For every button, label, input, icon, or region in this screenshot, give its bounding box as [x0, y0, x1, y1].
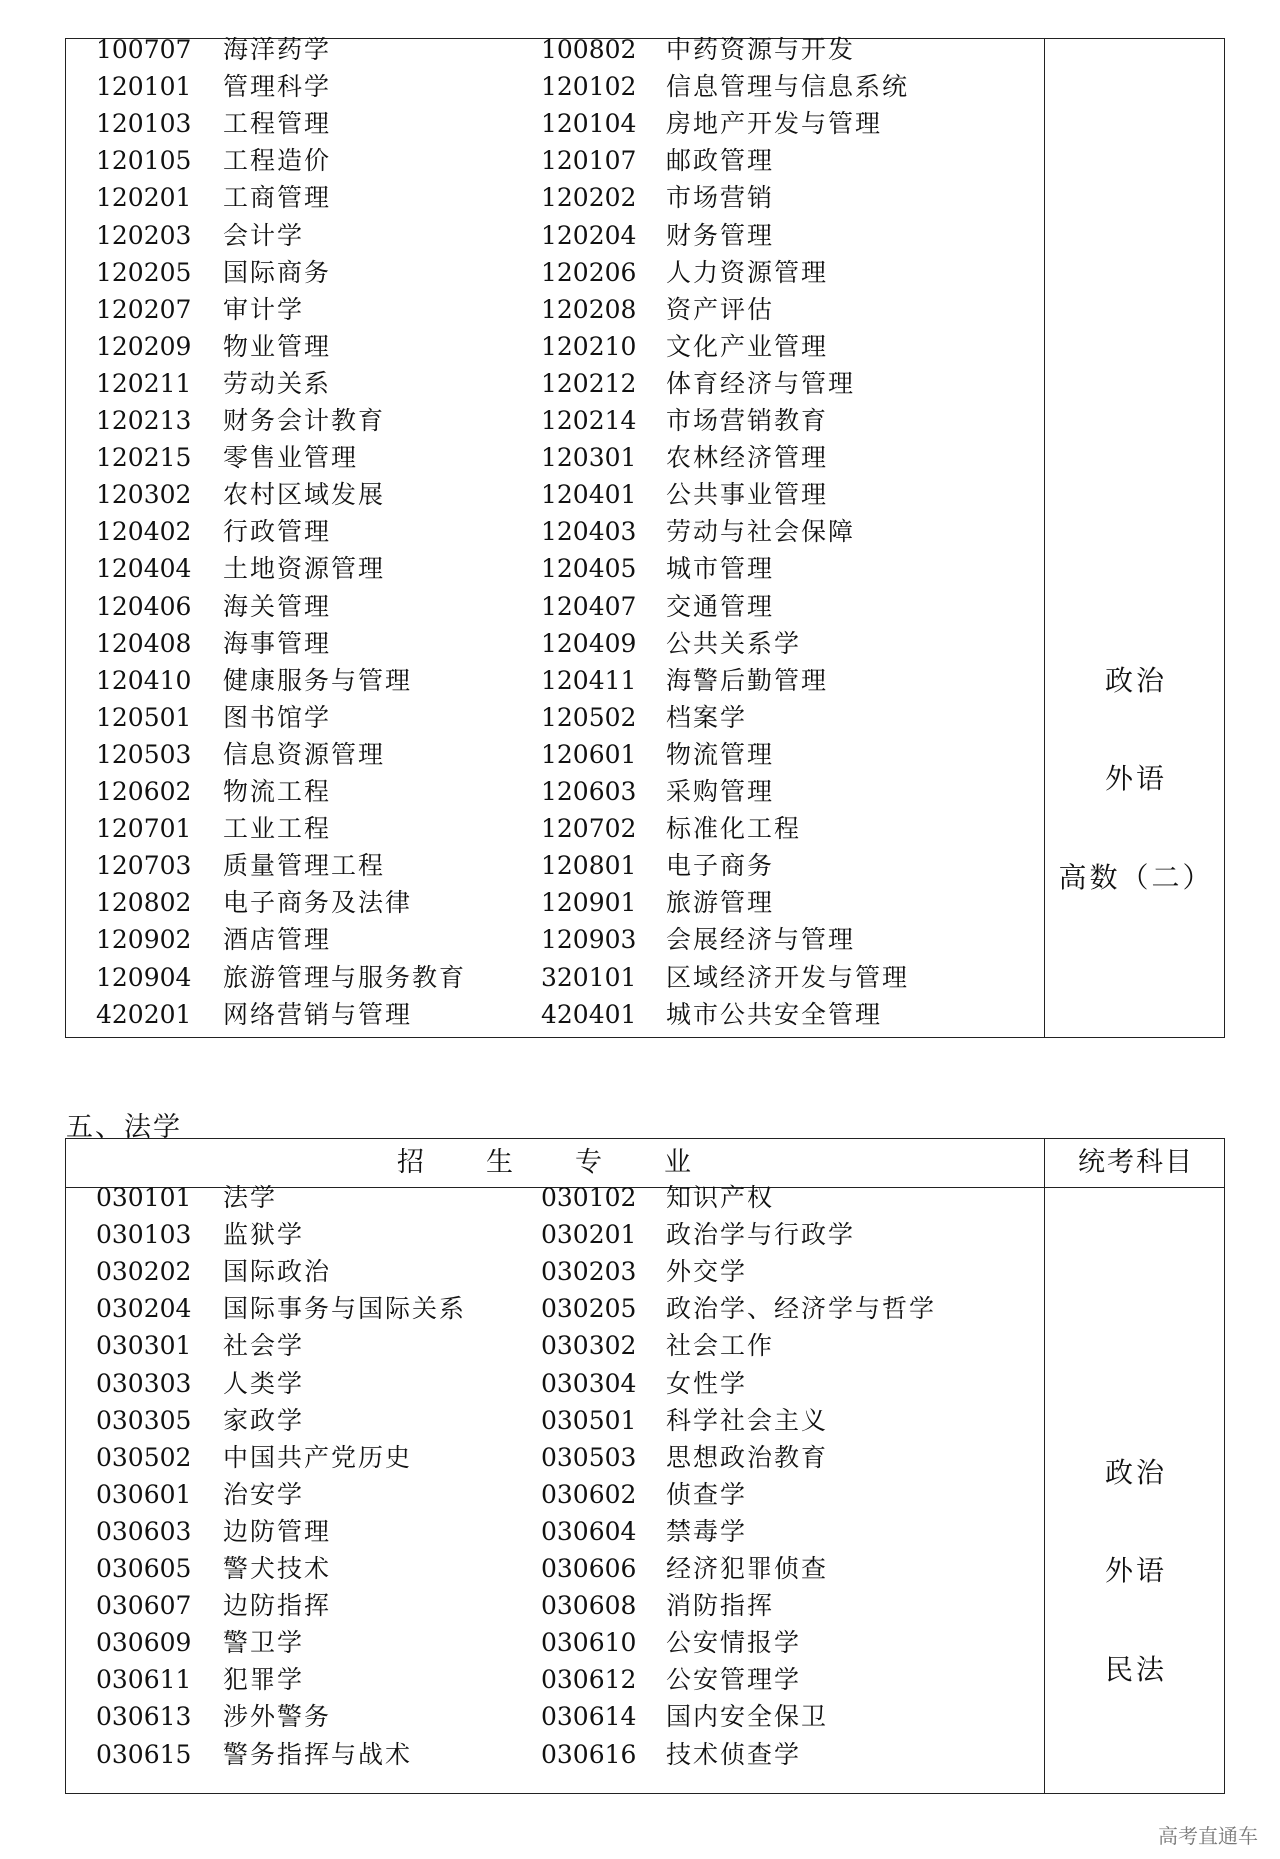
table-row	[66, 476, 1044, 513]
exam-subject: 政治	[1104, 1456, 1167, 1489]
major-name: 交通管理	[666, 591, 775, 621]
major-name: 外交学	[666, 1257, 748, 1287]
table-row	[66, 588, 1044, 625]
major-name: 国际商务	[223, 257, 332, 287]
major-name: 物业管理	[223, 331, 332, 361]
major-code: 320101	[541, 962, 637, 992]
table-row	[66, 699, 1044, 736]
major-code: 120904	[96, 962, 192, 992]
major-name: 涉外警务	[223, 1702, 332, 1732]
major-code: 120403	[541, 517, 637, 547]
major-code: 120409	[541, 628, 637, 658]
table-row	[66, 662, 1044, 699]
header-major: 招生专业	[397, 1147, 753, 1178]
table-row	[66, 1402, 1044, 1439]
table-row	[66, 884, 1044, 921]
major-code: 420201	[96, 999, 192, 1029]
major-name: 文化产业管理	[666, 331, 829, 361]
major-code: 120202	[541, 183, 637, 213]
major-name: 信息管理与信息系统	[666, 72, 910, 102]
major-code: 120501	[96, 702, 192, 732]
major-code: 120107	[541, 146, 637, 176]
major-name: 会展经济与管理	[666, 925, 856, 955]
major-name: 酒店管理	[223, 925, 332, 955]
major-name: 警务指挥与战术	[223, 1739, 413, 1769]
major-name: 财务会计教育	[223, 406, 386, 435]
table-row	[66, 439, 1044, 476]
table-row	[66, 1661, 1044, 1698]
major-name: 劳动与社会保障	[666, 517, 856, 547]
major-name: 农林经济管理	[666, 443, 829, 473]
table-row	[66, 68, 1044, 105]
table-row	[66, 402, 1044, 439]
major-name: 行政管理	[223, 517, 332, 547]
major-code: 030501	[541, 1405, 637, 1435]
table-row	[66, 1365, 1044, 1402]
major-name: 监狱学	[223, 1220, 305, 1250]
major-name: 质量管理工程	[223, 851, 386, 881]
table-row	[66, 31, 1044, 68]
exam-subject: 外语	[1104, 762, 1167, 795]
major-name: 工程管理	[223, 109, 332, 139]
table-row	[66, 1476, 1044, 1513]
major-code: 030606	[541, 1554, 637, 1583]
major-name: 市场营销	[666, 183, 775, 213]
major-code: 030302	[541, 1331, 637, 1361]
major-name: 采购管理	[666, 777, 775, 806]
major-code: 120207	[96, 294, 192, 324]
table-row	[66, 328, 1044, 365]
major-name: 社会工作	[666, 1331, 775, 1361]
major-code: 120406	[96, 591, 192, 621]
table-row	[66, 921, 1044, 958]
major-code: 120701	[96, 814, 192, 844]
exam-subject: 政治	[1104, 664, 1167, 697]
table-row	[66, 179, 1044, 216]
table-law	[65, 1138, 1225, 1794]
major-code: 030608	[541, 1591, 637, 1621]
major-code: 120410	[96, 665, 192, 695]
major-code: 120702	[541, 814, 637, 844]
table-row	[66, 1253, 1044, 1290]
table-row	[66, 1736, 1044, 1773]
major-code: 120105	[96, 146, 192, 176]
table-row	[66, 1216, 1044, 1253]
major-name: 城市管理	[666, 554, 775, 584]
major-code: 030103	[96, 1220, 192, 1250]
major-name: 物流工程	[223, 777, 332, 806]
major-name: 网络营销与管理	[223, 999, 413, 1029]
major-code: 120411	[541, 665, 637, 695]
major-code: 120802	[96, 888, 192, 918]
major-name: 经济犯罪侦查	[666, 1554, 829, 1583]
major-code: 120204	[541, 220, 637, 250]
exam-subject: 外语	[1104, 1554, 1167, 1587]
table-row	[66, 291, 1044, 328]
major-code: 120208	[541, 294, 637, 324]
major-code: 120703	[96, 851, 192, 881]
major-code: 120903	[541, 925, 637, 955]
major-name: 中国共产党历史	[223, 1442, 413, 1472]
major-name: 公共事业管理	[666, 480, 829, 510]
table-row	[66, 142, 1044, 179]
watermark: 高考直通车	[1158, 1824, 1258, 1848]
major-name: 图书馆学	[223, 702, 332, 732]
section-title: 五、法学	[66, 1112, 182, 1143]
major-code: 030604	[541, 1516, 637, 1546]
major-code: 030305	[96, 1405, 192, 1435]
major-code: 120215	[96, 443, 192, 473]
major-code: 030605	[96, 1554, 192, 1583]
major-name: 公安情报学	[666, 1628, 802, 1658]
major-name: 体育经济与管理	[666, 368, 856, 398]
major-code: 120104	[541, 109, 637, 139]
major-name: 海事管理	[223, 628, 332, 658]
table-row	[66, 996, 1044, 1033]
major-code: 030614	[541, 1702, 637, 1732]
major-code: 030201	[541, 1220, 637, 1250]
major-name: 中药资源与开发	[666, 35, 856, 64]
major-code: 030610	[541, 1628, 637, 1658]
major-name: 旅游管理	[666, 888, 775, 918]
major-name: 边防管理	[223, 1516, 332, 1546]
major-code: 030503	[541, 1442, 637, 1472]
major-name: 人类学	[223, 1368, 305, 1398]
major-code: 120214	[541, 406, 637, 435]
major-name: 政治学、经济学与哲学	[666, 1294, 937, 1324]
major-code: 120213	[96, 406, 192, 435]
table-row	[66, 773, 1044, 810]
major-code: 030602	[541, 1479, 637, 1509]
table-row	[66, 217, 1044, 254]
major-code: 420401	[541, 999, 637, 1029]
major-name: 警犬技术	[223, 1554, 332, 1583]
major-name: 管理科学	[223, 72, 332, 102]
major-name: 法学	[223, 1183, 278, 1212]
major-name: 社会学	[223, 1331, 305, 1361]
major-name: 国际政治	[223, 1257, 332, 1287]
major-name: 思想政治教育	[666, 1442, 829, 1472]
major-name: 警卫学	[223, 1628, 305, 1658]
major-name: 消防指挥	[666, 1591, 775, 1621]
table-row	[66, 810, 1044, 847]
major-name: 零售业管理	[223, 443, 359, 473]
major-code: 120206	[541, 257, 637, 287]
major-name: 土地资源管理	[223, 554, 386, 584]
major-code: 120201	[96, 183, 192, 213]
major-name: 工程造价	[223, 146, 332, 176]
major-name: 农村区域发展	[223, 480, 386, 510]
major-name: 国内安全保卫	[666, 1702, 829, 1732]
major-code: 120209	[96, 331, 192, 361]
major-code: 120301	[541, 443, 637, 473]
major-name: 市场营销教育	[666, 406, 829, 435]
major-name: 海警后勤管理	[666, 665, 829, 695]
major-name: 知识产权	[666, 1183, 775, 1212]
major-name: 工商管理	[223, 183, 332, 213]
major-code: 120102	[541, 72, 637, 102]
major-name: 家政学	[223, 1405, 305, 1435]
major-name: 档案学	[666, 702, 748, 732]
table-row	[66, 1513, 1044, 1550]
major-name: 科学社会主义	[666, 1405, 829, 1435]
major-code: 120101	[96, 72, 192, 102]
major-name: 国际事务与国际关系	[223, 1294, 467, 1324]
major-name: 旅游管理与服务教育	[223, 962, 467, 992]
major-name: 女性学	[666, 1368, 748, 1398]
table-row	[66, 1698, 1044, 1735]
major-code: 120602	[96, 777, 192, 806]
major-name: 人力资源管理	[666, 257, 829, 287]
table-row	[66, 254, 1044, 291]
major-name: 信息资源管理	[223, 739, 386, 769]
table-row	[66, 105, 1044, 142]
major-code: 030202	[96, 1257, 192, 1287]
major-name: 资产评估	[666, 294, 775, 324]
major-code: 120405	[541, 554, 637, 584]
major-code: 120401	[541, 480, 637, 510]
major-name: 区域经济开发与管理	[666, 962, 910, 992]
major-name: 劳动关系	[223, 368, 332, 398]
major-code: 120103	[96, 109, 192, 139]
major-code: 030502	[96, 1442, 192, 1472]
table-row	[66, 959, 1044, 996]
major-code: 030607	[96, 1591, 192, 1621]
major-code: 120210	[541, 331, 637, 361]
exam-subject: 高数（二）	[1058, 861, 1214, 894]
major-name: 边防指挥	[223, 1591, 332, 1621]
major-name: 电子商务及法律	[223, 888, 413, 918]
major-code: 120404	[96, 554, 192, 584]
major-code: 030616	[541, 1739, 637, 1769]
major-code: 030102	[541, 1183, 637, 1212]
major-name: 邮政管理	[666, 146, 775, 176]
exam-subject: 民法	[1104, 1653, 1167, 1686]
major-code: 030101	[96, 1183, 192, 1212]
major-code: 030204	[96, 1294, 192, 1324]
major-code: 120408	[96, 628, 192, 658]
major-name: 海洋药学	[223, 35, 332, 64]
major-name: 技术侦查学	[666, 1739, 802, 1769]
major-code: 120203	[96, 220, 192, 250]
major-code: 100802	[541, 35, 637, 64]
major-name: 政治学与行政学	[666, 1220, 856, 1250]
table-row	[66, 365, 1044, 402]
table-management	[65, 35, 1225, 1038]
table-row	[66, 1327, 1044, 1364]
major-name: 海关管理	[223, 591, 332, 621]
major-code: 030609	[96, 1628, 192, 1658]
major-code: 030205	[541, 1294, 637, 1324]
major-code: 030303	[96, 1368, 192, 1398]
major-name: 治安学	[223, 1479, 305, 1509]
major-name: 城市公共安全管理	[666, 999, 883, 1029]
table-row	[66, 1290, 1044, 1327]
major-name: 财务管理	[666, 220, 775, 250]
major-name: 公共关系学	[666, 628, 802, 658]
major-code: 030615	[96, 1739, 192, 1769]
major-code: 030613	[96, 1702, 192, 1732]
major-code: 120601	[541, 739, 637, 769]
table-row	[66, 1587, 1044, 1624]
major-code: 030601	[96, 1479, 192, 1509]
major-code: 120205	[96, 257, 192, 287]
table-row	[66, 550, 1044, 587]
major-code: 120302	[96, 480, 192, 510]
major-name: 物流管理	[666, 739, 775, 769]
table-row	[66, 513, 1044, 550]
table-row	[66, 1550, 1044, 1587]
major-code: 030304	[541, 1368, 637, 1398]
major-name: 禁毒学	[666, 1516, 748, 1546]
major-name: 会计学	[223, 220, 305, 250]
major-code: 120407	[541, 591, 637, 621]
major-code: 030612	[541, 1665, 637, 1695]
major-code: 120402	[96, 517, 192, 547]
table-row	[66, 625, 1044, 662]
table-row	[66, 1439, 1044, 1476]
major-name: 健康服务与管理	[223, 665, 413, 695]
major-code: 030301	[96, 1331, 192, 1361]
table-row	[66, 736, 1044, 773]
major-name: 电子商务	[666, 851, 775, 881]
major-code: 030203	[541, 1257, 637, 1287]
major-name: 审计学	[223, 294, 305, 324]
major-code: 120502	[541, 702, 637, 732]
major-name: 房地产开发与管理	[666, 109, 883, 139]
major-code: 100707	[96, 35, 192, 64]
major-name: 标准化工程	[666, 814, 802, 844]
major-name: 犯罪学	[223, 1665, 305, 1695]
major-code: 120902	[96, 925, 192, 955]
major-code: 120212	[541, 368, 637, 398]
major-code: 030603	[96, 1516, 192, 1546]
major-code: 120211	[96, 368, 192, 398]
major-name: 公安管理学	[666, 1665, 802, 1695]
major-name: 侦查学	[666, 1479, 748, 1509]
table-row	[66, 1624, 1044, 1661]
major-code: 120503	[96, 739, 192, 769]
major-code: 120901	[541, 888, 637, 918]
major-code: 120603	[541, 777, 637, 806]
table-row	[66, 1179, 1044, 1216]
major-name: 工业工程	[223, 814, 332, 844]
major-code: 120801	[541, 851, 637, 881]
table-row	[66, 847, 1044, 884]
major-code: 030611	[96, 1665, 192, 1695]
header-exam: 统考科目	[1078, 1147, 1194, 1178]
